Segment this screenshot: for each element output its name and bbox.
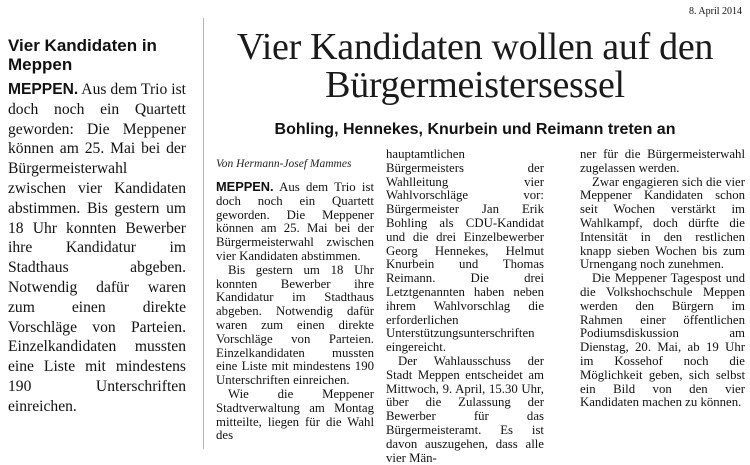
col2-paragraph-1: hauptamtlichen Bürgermeisters der Wahlleitung vier Wahlvorschläge vor: Bürgermeister Jan Erik Bohling als CDU-Kandidat und die drei Einzelbewerber Georg Hennekes, Helmut Knurbein und Thomas Reimann. Die drei Letztgenannten haben neben ihrem Wahlvorschlag die erforderlichen Unterstützungsunterschriften eingereicht. (386, 147, 544, 355)
summary-box (0, 30, 192, 449)
col3-paragraph-2: Zwar engagieren sich die vier Meppener Kandidaten schon seit Wochen verstärkt im Wahlkampf, doch dürfte die Intensität in den restlichen knapp sieben Wochen bis zum Urnengang noch zunehmen. (580, 174, 745, 272)
col1-paragraph-2: Bis gestern um 18 Uhr konnten Bewerber ihre Kandidatur im Stadthaus abgeben. Notwendig dafür waren zum einen direkte Vorschläge von Parteien. Einzelkandidaten mussten eine Liste mit mindestens 190 Unterschriften einreichen. (216, 262, 374, 388)
article-column-3 (580, 148, 745, 448)
article-column-2 (386, 147, 544, 465)
col1-kicker: MEPPEN. (216, 179, 274, 194)
col3-paragraph-3: Die Meppener Tagespost und die Volkshochschule Meppen werden den Bürgern im Rahmen einer öffentlichen Podiumsdiskussion am Dienstag, 20. Mai, ab 19 Uhr im Kossehof noch die Möglichkeit geben, sich selbst ein Bild von den vier Kandidaten machen zu können. (580, 271, 745, 410)
col2-paragraph-2: Der Wahlausschuss der Stadt Meppen entscheidet am Mittwoch, 9. April, 15.30 Uhr, über die Zulassung der Bewerber für das Bürgermeisteramt. Es ist davon auszugehen, dass alle vier Män- (386, 353, 544, 465)
article-column-1 (216, 180, 374, 448)
col1-text-1: Aus dem Trio ist doch noch ein Quartett geworden. Die Meppener können am 25. Mai bei der Bürgermeisterwahl zwischen vier Kandidaten abstimmen. (216, 180, 374, 263)
article-author: Von Hermann-Josef Mammes (216, 158, 352, 170)
col3-paragraph-1: ner für die Bürgermeisterwahl zugelassen werden. (580, 147, 745, 175)
col1-paragraph-1 (216, 180, 374, 264)
article-headline: Vier Kandidaten wollen auf den Bürgermeistersessel (236, 26, 714, 106)
publication-date: 8. April 2014 (688, 6, 742, 17)
col1-paragraph-3: Wie die Meppener Stadtverwaltung am Montag mitteilte, liegen für die Wahl des (216, 386, 374, 443)
summary-title: Vier Kandidaten in Meppen (8, 36, 157, 74)
article-subhead: Bohling, Hennekes, Knurbein und Reimann treten an (274, 121, 676, 138)
summary-body: Aus dem Trio ist doch noch ein Quartett geworden: Die Meppener können am 25. Mai bei der Bürgermeisterwahl zwischen vier Kandidaten abstimmen. Bis gestern um 18 Uhr konnten Bewerber ihre Kandidatur im Stadthaus abgeben. Notwendig dafür waren zum einen direkte Vorschläge von Parteien. Einzelkandidaten mussten eine Liste mit mindestens 190 Unterschriften einreichen. (8, 81, 186, 415)
summary-kicker: MEPPEN. (8, 81, 79, 98)
summary-text (8, 80, 186, 417)
column-divider (203, 18, 204, 449)
